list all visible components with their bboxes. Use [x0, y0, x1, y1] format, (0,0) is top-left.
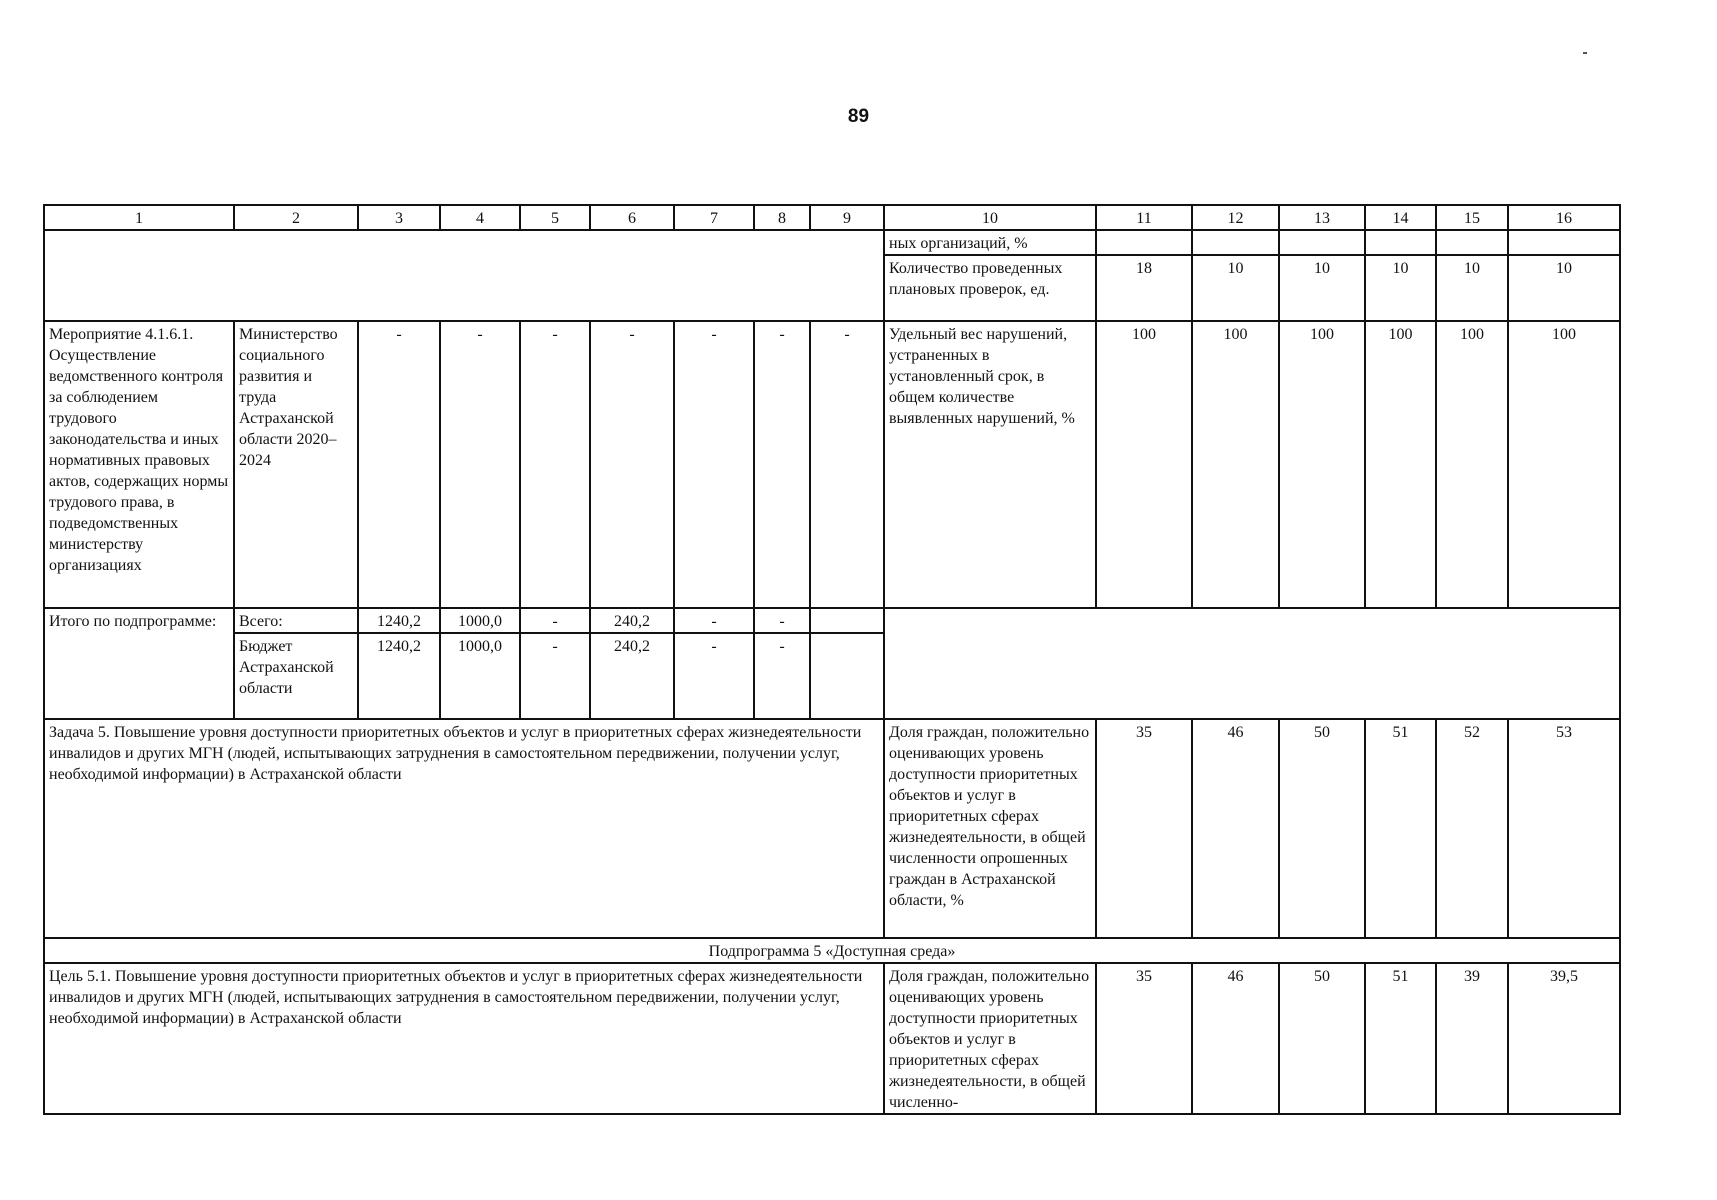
value-cell: 35	[1096, 963, 1192, 1114]
col-header: 9	[810, 205, 884, 230]
finance-cell: -	[358, 321, 440, 608]
col-header: 14	[1365, 205, 1436, 230]
task-name: Задача 5. Повышение уровня доступности приоритетных объектов и услуг в приоритетных сферах жизнедеятельности инвалидов и других МГН (людей, испытывающих затруднения в самостоятельном передвижении, получении услуг, необходимой информации) в Астраханской области	[44, 719, 884, 938]
blank-merged-cell	[884, 608, 1620, 719]
program-table	[43, 204, 1621, 1115]
col-header: 13	[1279, 205, 1365, 230]
value-cell: 100	[1508, 321, 1620, 608]
amount-cell: -	[520, 633, 590, 719]
source-cell: Бюджет Астраханской области	[234, 633, 358, 719]
source-cell: Всего:	[234, 608, 358, 633]
goal-name: Цель 5.1. Повышение уровня доступности приоритетных объектов и услуг в приоритетных сферах жизнедеятельности инвалидов и других МГН (людей, испытывающих затруднения в самостоятельном передвижении, получении услуг, необходимой информации) в Астраханской области	[44, 963, 884, 1114]
col-header: 5	[520, 205, 590, 230]
blank-merged-cell	[44, 230, 884, 321]
value-cell: 51	[1365, 963, 1436, 1114]
value-cell: 50	[1279, 719, 1365, 938]
measure-row	[44, 321, 1620, 608]
value-cell: 10	[1279, 255, 1365, 321]
subprogram-title: Подпрограмма 5 «Доступная среда»	[44, 938, 1620, 963]
continuation-row	[44, 230, 1620, 255]
col-header: 1	[44, 205, 234, 230]
value-cell: 100	[1096, 321, 1192, 608]
value-cell: 100	[1436, 321, 1508, 608]
col-header: 2	[234, 205, 358, 230]
value-cell: 46	[1192, 719, 1279, 938]
amount-cell: 1000,0	[440, 633, 520, 719]
amount-cell: -	[520, 608, 590, 633]
amount-cell: -	[754, 633, 810, 719]
total-row-all	[44, 608, 1620, 633]
value-cell: 53	[1508, 719, 1620, 938]
value-cell: 100	[1192, 321, 1279, 608]
subprogram-row	[44, 938, 1620, 963]
value-cell: 100	[1365, 321, 1436, 608]
scan-artifact	[1583, 52, 1587, 54]
value-cell: 35	[1096, 719, 1192, 938]
col-header: 6	[590, 205, 674, 230]
measure-name: Мероприятие 4.1.6.1. Осуществление ведомственного контроля за соблюдением трудового законодательства и иных нормативных правовых актов, содержащих нормы трудового права, в подведомственных министерству организациях	[44, 321, 234, 608]
finance-cell: -	[590, 321, 674, 608]
indicator-cell: ных организаций, %	[884, 230, 1096, 255]
col-header: 4	[440, 205, 520, 230]
amount-cell: 1000,0	[440, 608, 520, 633]
col-header: 15	[1436, 205, 1508, 230]
finance-cell: -	[810, 321, 884, 608]
value-cell: 52	[1436, 719, 1508, 938]
amount-cell: 1240,2	[358, 608, 440, 633]
task5-row	[44, 719, 1620, 938]
value-cell: 10	[1192, 255, 1279, 321]
value-cell: 39,5	[1508, 963, 1620, 1114]
measure-executor: Министерство социального развития и труда Астраханской области 2020–2024	[234, 321, 358, 608]
amount-cell: -	[674, 633, 754, 719]
value-cell: 10	[1508, 255, 1620, 321]
value-cell: 46	[1192, 963, 1279, 1114]
indicator-cell: Удельный вес нарушений, устраненных в установленный срок, в общем количестве выявленных нарушений, %	[884, 321, 1096, 608]
value-cell: 10	[1436, 255, 1508, 321]
amount-cell: 1240,2	[358, 633, 440, 719]
page-number: 89	[847, 106, 870, 127]
indicator-cell: Количество проведенных плановых проверок, ед.	[884, 255, 1096, 321]
finance-cell: -	[520, 321, 590, 608]
goal-row	[44, 963, 1620, 1114]
value-cell: 51	[1365, 719, 1436, 938]
value-cell: 50	[1279, 963, 1365, 1114]
col-header: 10	[884, 205, 1096, 230]
value-cell: 100	[1279, 321, 1365, 608]
indicator-cell: Доля граждан, положительно оценивающих уровень доступности приоритетных объектов и услуг в приоритетных сферах жизнедеятельности, в общей численно-	[884, 963, 1096, 1114]
col-header: 8	[754, 205, 810, 230]
indicator-cell: Доля граждан, положительно оценивающих уровень доступности приоритетных объектов и услуг в приоритетных сферах жизнедеятельности, в общей численности опрошенных граждан в Астраханской области, %	[884, 719, 1096, 938]
value-cell: 10	[1365, 255, 1436, 321]
value-cell: 18	[1096, 255, 1192, 321]
amount-cell: -	[754, 608, 810, 633]
col-header: 11	[1096, 205, 1192, 230]
finance-cell: -	[674, 321, 754, 608]
amount-cell: -	[674, 608, 754, 633]
col-header: 16	[1508, 205, 1620, 230]
col-header: 3	[358, 205, 440, 230]
finance-cell: -	[440, 321, 520, 608]
value-cell: 39	[1436, 963, 1508, 1114]
amount-cell: 240,2	[590, 633, 674, 719]
amount-cell: 240,2	[590, 608, 674, 633]
amount-cell	[810, 608, 884, 633]
amount-cell	[810, 633, 884, 719]
column-numbers-row	[44, 205, 1620, 230]
finance-cell: -	[754, 321, 810, 608]
col-header: 7	[674, 205, 754, 230]
total-label: Итого по подпрограмме:	[44, 608, 234, 719]
col-header: 12	[1192, 205, 1279, 230]
